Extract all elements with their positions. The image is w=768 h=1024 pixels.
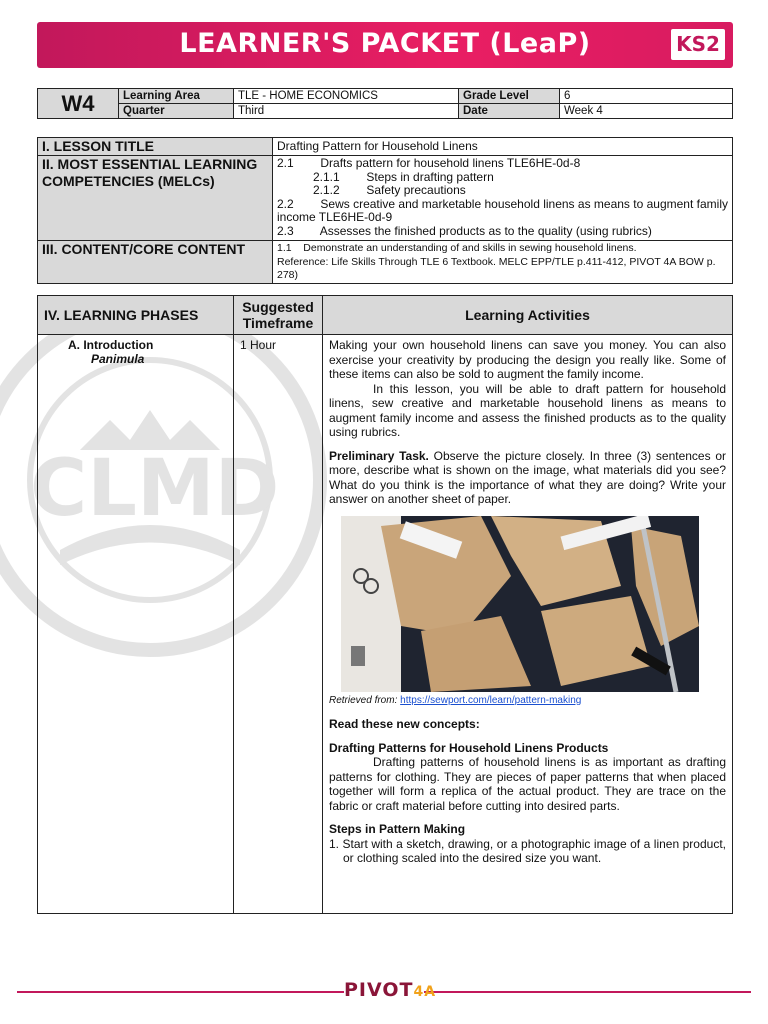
- credit-label: Retrieved from:: [329, 694, 401, 706]
- date-value: Week 4: [560, 104, 733, 119]
- drafting-paragraph: Drafting patterns of household linens is as important as drafting patterns for clothing. They are pieces of paper patterns that when placed together will form a replica of the actual product. They are trace on the fabric or craft material before cutting into desired parts.: [329, 755, 726, 813]
- lesson-objective-paragraph: In this lesson, you will be able to draft pattern for household linens, sew creative and marketable household linens as means to augment family income and assess the finished products as to the quality using rubrics.: [329, 381, 726, 439]
- learning-area-label: Learning Area: [119, 89, 234, 104]
- header-banner: [37, 22, 733, 68]
- learning-activities-cell: [323, 335, 733, 914]
- drafting-heading: Drafting Patterns for Household Linens Products: [329, 740, 609, 755]
- steps-heading: Steps in Pattern Making: [329, 822, 466, 836]
- ks2-badge: KS2: [671, 29, 725, 60]
- grade-level-label: Grade Level: [459, 89, 560, 104]
- timeframe-column-header: Suggested Timeframe: [234, 296, 323, 335]
- quarter-value: Third: [234, 104, 459, 119]
- preliminary-task-label: Preliminary Task.: [329, 448, 429, 463]
- phase-column-header: IV. LEARNING PHASES: [38, 296, 234, 335]
- melc-item: 2.2 Sews creative and marketable household linens as means to augment family income TLE6HE-0d-9: [277, 196, 732, 224]
- watermark-text: CLMD: [30, 444, 280, 534]
- melc-item: 2.1.1 Steps in drafting pattern: [313, 169, 494, 184]
- preliminary-task-text: Observe the picture closely. In three (3) sentences or more, describe what is shown on the image, what materials did you see? What do you think is the importance of what they are doing? Write your answer on another sheet of paper.: [329, 448, 726, 506]
- lesson-title-label: I. LESSON TITLE: [38, 138, 273, 156]
- grade-level-value: 6: [560, 89, 733, 104]
- melc-list: [273, 156, 733, 241]
- date-label: Date: [459, 104, 560, 119]
- pivot-logo-number: 4A: [413, 984, 437, 1000]
- content-label: III. CONTENT/CORE CONTENT: [38, 241, 273, 284]
- melc-item: 2.3 Assesses the finished products as to the quality (using rubrics): [277, 223, 652, 238]
- credit-link[interactable]: https://sewport.com/learn/pattern-making: [400, 694, 582, 706]
- quarter-label: Quarter: [119, 104, 234, 119]
- melc-label: II. MOST ESSENTIAL LEARNING COMPETENCIES (MELCs): [38, 156, 273, 241]
- learning-area-value: TLE - HOME ECONOMICS: [234, 89, 459, 104]
- pivot-logo: [344, 979, 437, 1005]
- image-credit: [329, 694, 726, 709]
- content-list: [273, 241, 733, 284]
- lesson-title-value: Drafting Pattern for Household Linens: [273, 138, 733, 156]
- pivot-logo-text: PIVOT: [344, 979, 414, 1001]
- melc-item: 2.1 Drafts pattern for household linens TLE6HE-0d-8: [277, 156, 581, 170]
- activities-column-header: Learning Activities: [323, 296, 733, 335]
- packet-title: LEARNER'S PACKET (LeaP): [179, 28, 591, 59]
- lesson-table: [37, 137, 733, 284]
- timeframe-value: 1 Hour: [234, 335, 323, 914]
- info-table: [37, 88, 733, 119]
- content-item: 1.1 Demonstrate an understanding of and skills in sewing household linens.: [277, 242, 637, 254]
- step-1: 1. Start with a sketch, drawing, or a photographic image of a linen product, or clothing scaled into the desired size you want.: [329, 836, 726, 865]
- intro-paragraph: Making your own household linens can save you money. You can also exercise your creativity by producing the design you really like. Some of these items can also be sold to augment the family income.: [329, 338, 726, 381]
- melc-item: 2.1.2 Safety precautions: [313, 183, 466, 197]
- learning-phases-table: [37, 295, 733, 914]
- week-code: W4: [38, 89, 119, 119]
- preliminary-task: [329, 449, 726, 507]
- new-concepts-label: Read these new concepts:: [329, 717, 480, 731]
- pattern-making-photo: [341, 516, 699, 692]
- phase-introduction: A. Introduction: [68, 338, 154, 352]
- phase-introduction-sub: Panimula: [91, 352, 145, 366]
- content-reference: Reference: Life Skills Through TLE 6 Textbook. MELC EPP/TLE p.411-412, PIVOT 4A BOW p. 278): [277, 255, 716, 281]
